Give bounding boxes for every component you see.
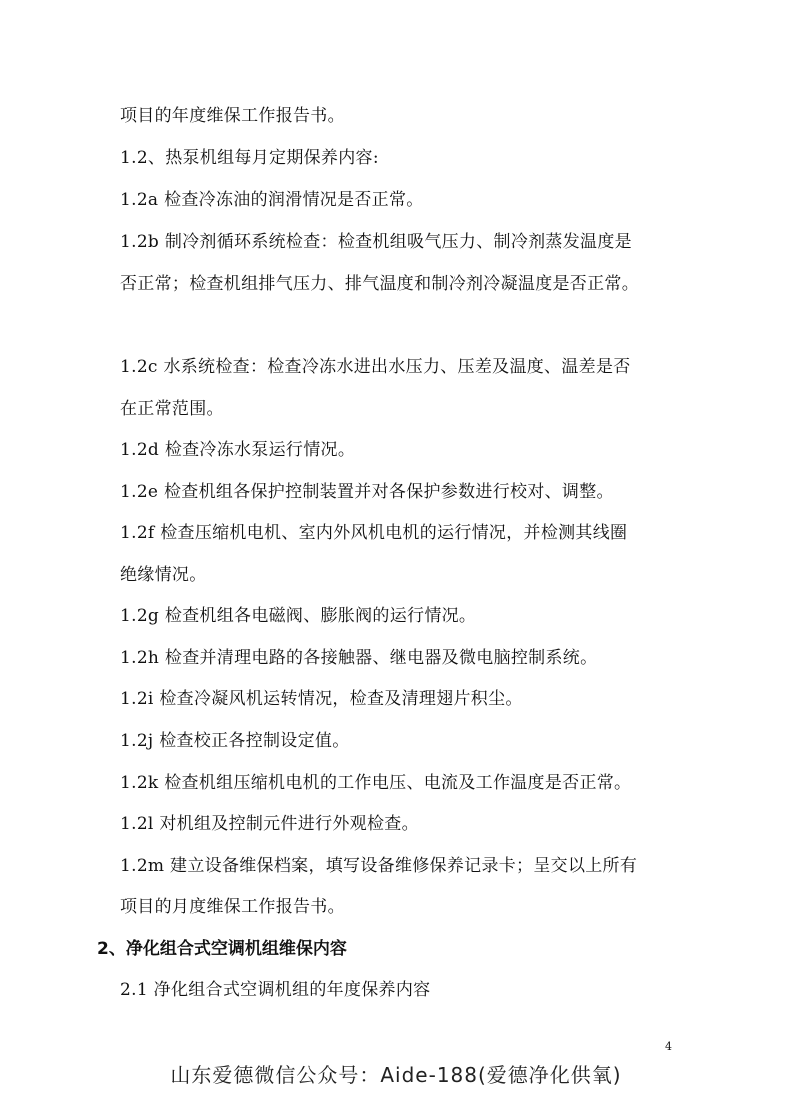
text-line: 1.2m 建立设备维保档案，填写设备维修保养记录卡；呈交以上所有 (120, 856, 638, 876)
text-line: 1.2、热泵机组每月定期保养内容: (120, 148, 379, 168)
text-line: 否正常；检查机组排气压力、排气温度和制冷剂冷凝温度是否正常。 (120, 274, 639, 294)
text-line: 1.2f 检查压缩机电机、室内外风机电机的运行情况，并检测其线圈 (120, 523, 628, 543)
text-line: 1.2l 对机组及控制元件进行外观检查。 (120, 814, 419, 834)
text-line: 1.2k 检查机组压缩机电机的工作电压、电流及工作温度是否正常。 (120, 773, 632, 793)
text-line: 1.2a 检查冷冻油的润滑情况是否正常。 (120, 190, 424, 210)
text-line: 绝缘情况。 (120, 565, 207, 585)
section-heading: 2、净化组合式空调机组维保内容 (97, 939, 347, 959)
text-line: 1.2i 检查冷凝风机运转情况，检查及清理翅片积尘。 (120, 689, 523, 709)
footer-watermark: 山东爱德微信公众号：Aide-188(爱德净化供氧) (170, 1063, 622, 1087)
text-line: 1.2e 检查机组各保护控制装置并对各保护参数进行校对、调整。 (120, 482, 614, 502)
text-line: 1.2h 检查并清理电路的各接触器、继电器及微电脑控制系统。 (120, 648, 598, 668)
subsection-title: 2.1 净化组合式空调机组的年度保养内容 (120, 980, 431, 1000)
text-line: 1.2b 制冷剂循环系统检查：检查机组吸气压力、制冷剂蒸发温度是 (120, 232, 632, 252)
text-line: 1.2g 检查机组各电磁阀、膨胀阀的运行情况。 (120, 606, 477, 626)
page-number: 4 (665, 1040, 672, 1053)
text-line: 项目的年度维保工作报告书。 (120, 106, 345, 126)
text-line: 1.2j 检查校正各控制设定值。 (120, 731, 350, 751)
text-line: 1.2c 水系统检查：检查冷冻水进出水压力、压差及温度、温差是否 (120, 357, 631, 377)
text-line: 在正常范围。 (120, 399, 224, 419)
text-line: 1.2d 检查冷冻水泵运行情况。 (120, 440, 356, 460)
text-line: 项目的月度维保工作报告书。 (120, 897, 345, 917)
